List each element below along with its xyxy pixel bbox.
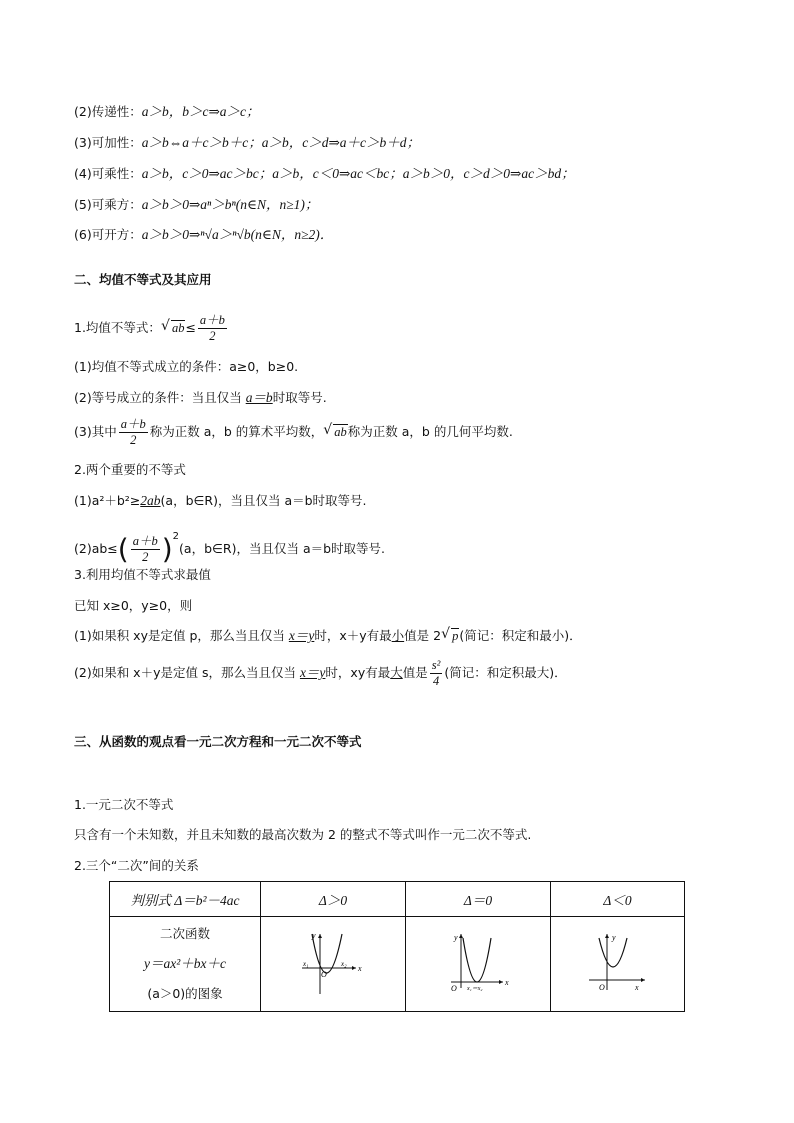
quadratic-inequality-definition: 只含有一个未知数，并且未知数的最高次数为 2 的整式不等式叫作一元二次不等式.	[74, 827, 532, 842]
prop-multiplicative: (4)可乘性：a＞b，c＞0⇒ac＞bc；a＞b，c＜0⇒ac＜bc；a＞b＞0，c＞d＞0⇒ac＞bd；	[74, 166, 575, 181]
svg-text:x: x	[634, 982, 639, 992]
extremum-heading: 3.利用均值不等式求最值	[74, 567, 211, 582]
mean-inequality: 1.均值不等式：√ ab≤ $\frac{a+b}{2}$	[74, 313, 229, 344]
section-2-title: 二、均值不等式及其应用	[74, 272, 212, 287]
prop-additive-math: a＞b⇔a＋c＞b＋c；a＞b，c＞d⇒a＋c＞b＋d；	[141, 135, 420, 150]
quadratic-inequality-heading: 1.一元二次不等式	[74, 797, 174, 812]
mean-definitions: (3)其中 $\frac{a+b}{2}$ 称为正数 a，b 的算术平均数，√ ab称为正数 a，b 的几何平均数.	[74, 417, 513, 448]
parabola-one-root-graph	[443, 928, 513, 998]
prop-root-math: a＞b＞0⇒ⁿ√a＞ⁿ√b(n∈N，n≥2)．	[141, 227, 334, 242]
sqrt-ab-geo: √ ab	[324, 417, 348, 447]
svg-text:x₁＝x₂: x₁＝x₂	[467, 985, 483, 992]
table-graph-row	[110, 917, 685, 1012]
svg-text:O: O	[598, 982, 605, 992]
prop-root: (6)可开方：a＞b＞0⇒ⁿ√a＞ⁿ√b(n∈N，n≥2)．	[74, 227, 334, 242]
svg-text:y: y	[611, 932, 616, 942]
svg-text:O: O	[451, 983, 457, 993]
prop-power: (5)可乘方：a＞b＞0⇒aⁿ＞bⁿ(n∈N，n≥1)；	[74, 197, 319, 212]
prop-power-math: a＞b＞0⇒aⁿ＞bⁿ(n∈N，n≥1)；	[141, 197, 319, 212]
prop-multiplicative-math: a＞b，c＞0⇒ac＞bc；a＞b，c＜0⇒ac＜bc；a＞b＞0，c＞d＞0⇒ac＞bd；	[141, 166, 575, 181]
graph-one-root	[406, 917, 551, 1012]
relation-table	[109, 881, 685, 1012]
delta-negative-header: Δ＜0	[551, 882, 685, 917]
sqrt-ab: √ ab	[162, 313, 186, 343]
given-condition: 已知 x≥0，y≥0，则	[74, 598, 193, 613]
fraction-arith-mean: $\frac{a+b}{2}$	[120, 417, 146, 447]
delta-zero-header: Δ＝0	[406, 882, 551, 917]
table-header-row	[110, 882, 685, 917]
section-3-title: 三、从函数的观点看一元二次方程和一元二次不等式	[74, 734, 362, 749]
min-rule: (1)如果积 xy是定值 p，那么当且仅当 x＝y时，x＋y有最小值是 2√ p(简记：积定和最小)．	[74, 627, 582, 645]
delta-positive-header: Δ＞0	[261, 882, 406, 917]
svg-text:y: y	[454, 932, 458, 942]
svg-text:x₁: x₁	[303, 959, 309, 968]
svg-text:x₂: x₂	[341, 959, 347, 968]
inequality-2: (2)ab≤( $\frac{a+b}{2}$ )$^2$(a，b∈R)，当且仅当 a＝b时取等号.	[74, 531, 386, 566]
graph-no-root	[551, 917, 685, 1012]
svg-text:O: O	[321, 969, 327, 979]
prop-additive: (3)可加性：a＞b⇔a＋c＞b＋c；a＞b，c＞d⇒a＋c＞b＋d；	[74, 135, 420, 150]
fraction-i2: $\frac{a+b}{2}$	[132, 534, 158, 564]
inequality-1: (1)a²＋b²≥2ab(a，b∈R)，当且仅当 a＝b时取等号.	[74, 493, 367, 508]
two-inequalities-heading: 2.两个重要的不等式	[74, 462, 186, 477]
fraction-s2-over-4: $\frac{\text{s²}}{4}$	[431, 658, 441, 688]
prop-transitive: (2)传递性：a＞b，b＞c⇒a＞c；	[74, 104, 260, 119]
mean-condition: (1)均值不等式成立的条件：a≥0，b≥0.	[74, 359, 299, 374]
prop-transitive-math: a＞b，b＞c⇒a＞c；	[141, 104, 260, 119]
parabola-two-roots-graph	[298, 928, 368, 998]
parabola-no-root-graph	[583, 928, 653, 998]
max-rule: (2)如果和 x＋y是定值 s，那么当且仅当 x＝y时，xy有最大值是 $\frac{\text{s²}}{4}$ (简记：和定积最大)．	[74, 658, 567, 688]
equality-condition: (2)等号成立的条件：当且仅当 a＝b时取等号.	[74, 390, 327, 405]
sqrt-p: √ p	[442, 627, 459, 645]
graph-two-roots	[261, 917, 406, 1012]
quadratic-function-label: 二次函数 y＝ax²＋bx＋c (a＞0)的图象	[110, 917, 261, 1012]
three-quadratics-heading: 2.三个“二次”间的关系	[74, 858, 199, 873]
fraction-a-plus-b-over-2: $\frac{a+b}{2}$	[199, 313, 225, 343]
svg-text:x: x	[505, 977, 509, 987]
discriminant-header: 判别式 Δ＝b²－4ac	[110, 882, 261, 917]
svg-text:y: y	[312, 930, 316, 940]
svg-text:x: x	[358, 963, 362, 973]
